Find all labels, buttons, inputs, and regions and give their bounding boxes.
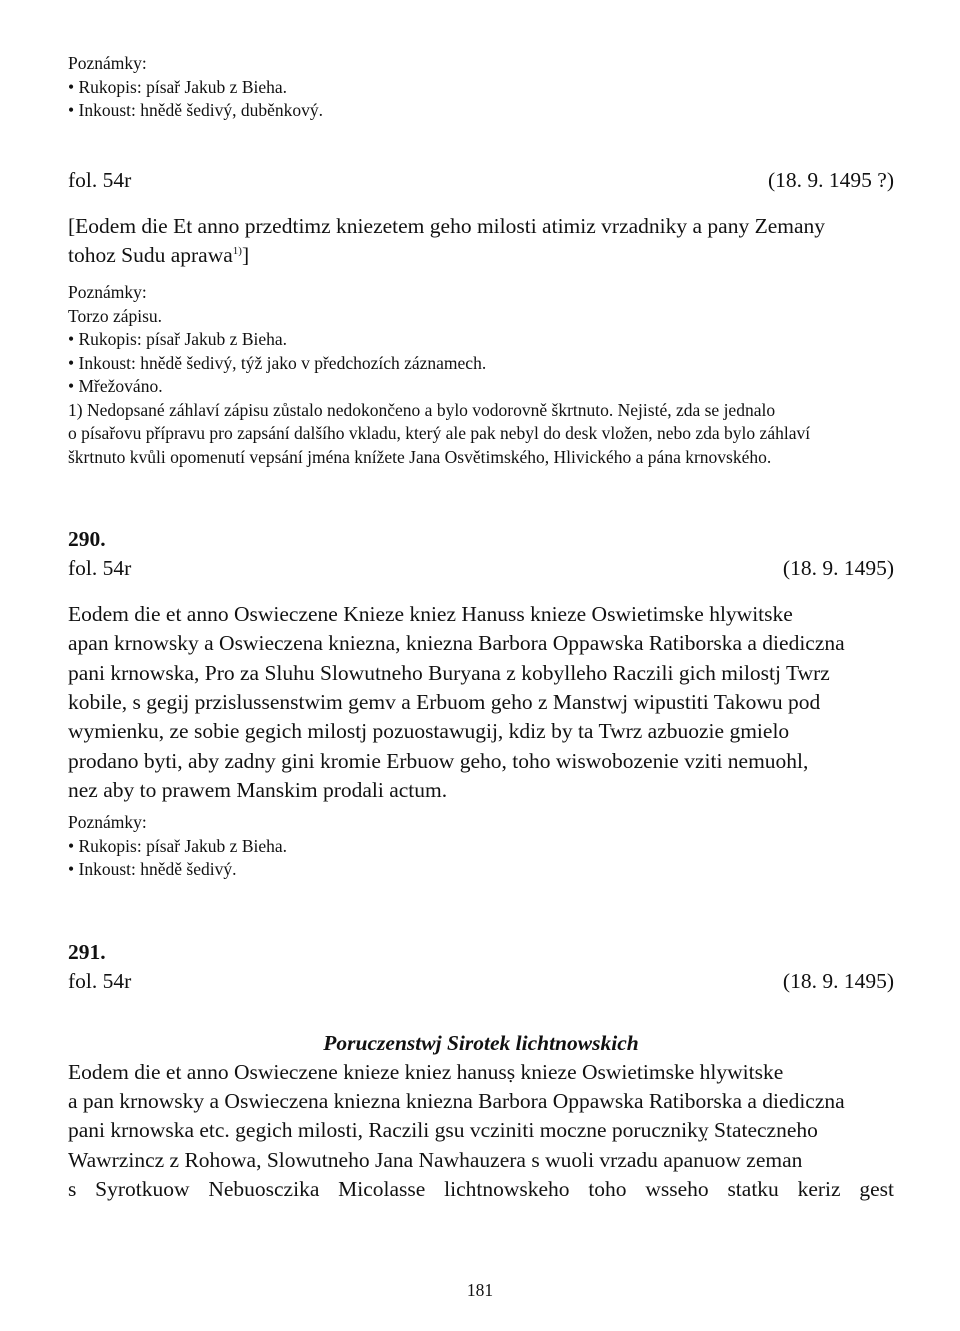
entry-text-fragment: tohoz Sudu aprawa — [68, 242, 233, 267]
entry-text-line: prodano byti, aby zadny gini kromie Erbuow geho, toho wiswobozenie vziti nemuohl, — [68, 748, 809, 773]
folio-label: fol. 54r — [68, 556, 132, 581]
note-line: • Rukopis: písař Jakub z Bieha. — [68, 76, 288, 97]
entry-text-line: Eodem die et anno Oswieczene Knieze kniez Hanuss knieze Oswietimske hlywitske — [68, 602, 793, 627]
entry-text-line: pani krnowska etc. gegich milosti, Raczili gsu vcziniti moczne porucznikỵ Stateczneho — [68, 1118, 818, 1143]
note-line: Torzo zápisu. — [68, 305, 163, 326]
folio-row — [68, 166, 894, 195]
entry-date: (18. 9. 1495 ?) — [768, 167, 894, 192]
entry-number: 291. — [68, 939, 106, 964]
notes-block-previous — [68, 52, 894, 123]
note-line: • Rukopis: písař Jakub z Bieha. — [68, 835, 288, 856]
folio-label: fol. 54r — [68, 167, 132, 192]
folio-row — [68, 967, 894, 996]
entry-torso — [68, 166, 894, 470]
entry-text-bracket: ] — [241, 242, 250, 267]
footnote-mark: 1) — [232, 244, 242, 257]
entry-text-line: s Syrotkuow Nebuosczika Micolasse lichtnowskeho toho wsseho statku keriz gest — [68, 1176, 894, 1201]
folio-label: fol. 54r — [68, 968, 132, 993]
entry-291 — [68, 938, 894, 1204]
footnote-line: škrtnuto kvůli opomenutí vepsání jména knížete Jana Osvětimského, Hlivického a pána krnovského. — [68, 446, 772, 467]
note-line: • Inkoust: hnědě šedivý, duběnkový. — [68, 100, 323, 120]
entry-text-line — [68, 241, 894, 270]
notes-label: Poznámky: — [68, 53, 147, 73]
notes-label: Poznámky: — [68, 812, 147, 833]
note-line: • Mřežováno. — [68, 376, 163, 397]
entry-text-line: wymienku, ze sobie gegich milostj pozuostawugij, kdiz by ta Twrz azbuozie gmielo — [68, 719, 790, 744]
entry-date: (18. 9. 1495) — [782, 968, 894, 993]
entry-title: Poruczenstwj Sirotek lichtnowskich — [323, 1030, 639, 1055]
entry-text-line: Wawrzincz z Rohowa, Slowutneho Jana Nawhauzera s wuoli vrzadu apanuow zeman — [68, 1147, 803, 1172]
notes-label: Poznámky: — [68, 282, 147, 303]
entry-text — [68, 1058, 894, 1204]
entry-text-line: a pan krnowsky a Oswieczena kniezna kniezna Barbora Oppawska Ratiborska a diediczna — [68, 1088, 845, 1113]
entry-text-line: Eodem die et anno Oswieczene knieze kniez hanusṣ knieze Oswietimske hlywitske — [68, 1059, 784, 1084]
footnote-line: o písařovu přípravu pro zapsání dalšího vkladu, který ale pak nebyl do desk vložen, nebo zda bylo záhlaví — [68, 423, 811, 444]
folio-row — [68, 554, 894, 583]
entry-text-line: kobile, s gegij przislussenstwim gemv a Erbuom geho z Manstwj wipustiti Takowu pod — [68, 689, 821, 714]
entry-text-line: apan krnowsky a Oswieczena kniezna, kniezna Barbora Oppawska Ratiborska a diediczna — [68, 631, 845, 656]
notes-block — [68, 811, 894, 882]
document-page — [68, 52, 894, 1204]
notes-block — [68, 281, 894, 469]
entry-text-line: nez aby to prawem Manskim prodali actum. — [68, 777, 448, 802]
entry-date: (18. 9. 1495) — [782, 556, 894, 581]
entry-number: 290. — [68, 527, 106, 552]
entry-290 — [68, 525, 894, 882]
page-number: 181 — [466, 1280, 494, 1300]
entry-text-line: pani krnowska, Pro za Sluhu Slowutneho Buryana z kobylleho Raczili gich milostj Twrz — [68, 660, 830, 685]
entry-text — [68, 600, 894, 805]
note-line: • Inkoust: hnědě šedivý, týž jako v předchozích záznamech. — [68, 352, 487, 373]
note-line: • Inkoust: hnědě šedivý. — [68, 859, 237, 880]
footnote-line: 1) Nedopsané záhlaví zápisu zůstalo nedokončeno a bylo vodorovně škrtnuto. Nejisté, zda se jednalo — [68, 399, 776, 420]
entry-text-line: [Eodem die Et anno przedtimz kniezetem geho milosti atimiz vrzadniky a pany Zemany — [68, 213, 826, 238]
note-line: • Rukopis: písař Jakub z Bieha. — [68, 329, 288, 350]
